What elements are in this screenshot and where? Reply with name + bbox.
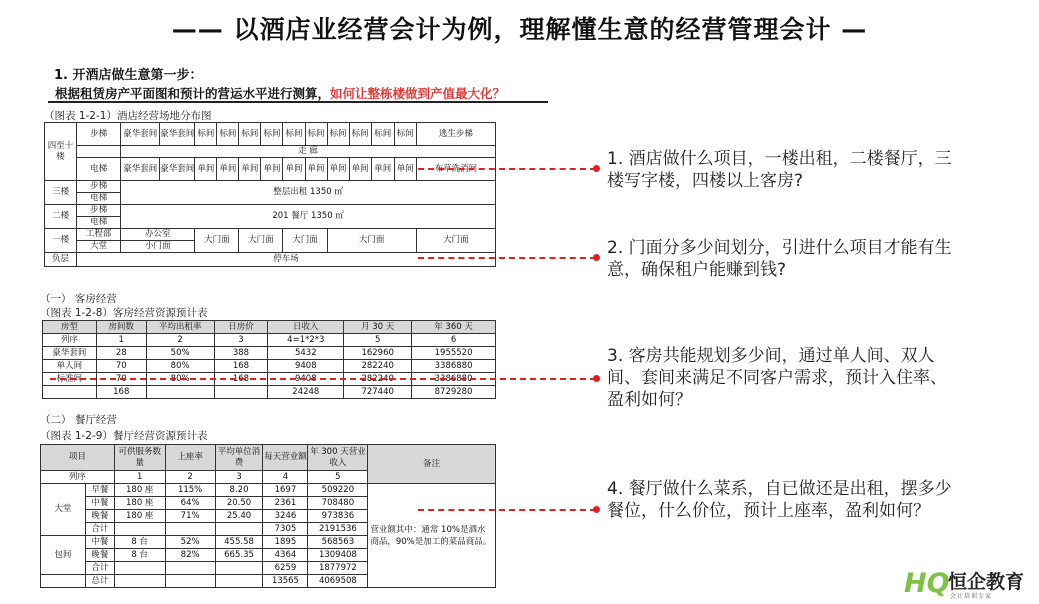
single-cell: 单间 (239, 158, 261, 181)
single-cell: 单间 (217, 158, 239, 181)
table-cell (215, 562, 263, 575)
single-cell: 单间 (305, 158, 327, 181)
engineering-cell: 工程部 (77, 229, 121, 241)
private-label: 包间 (41, 536, 86, 575)
rooms-cell: 标准间 (43, 373, 97, 386)
restaurant-section-title: （二） 餐厅经营 (40, 414, 117, 426)
step-heading: 1. 开酒店做生意第一步： (54, 68, 203, 83)
rooms-cell: 3 (214, 334, 268, 347)
rooms-cell (146, 386, 214, 399)
single-cell: 单间 (371, 158, 394, 181)
rooms-cell: 豪华套间 (43, 347, 97, 360)
rooms-cell: 1 (96, 334, 146, 347)
floor-2-desc: 201 餐厅 1350 ㎡ (121, 205, 496, 229)
connector-line-3 (50, 378, 596, 380)
rooms-cell: 388 (214, 347, 268, 360)
office-cell: 办公室 (121, 229, 195, 241)
suite-cell: 豪华套间 (160, 158, 195, 181)
logo-tagline: 会计培训专家 (950, 593, 993, 600)
table-cell: 2361 (263, 497, 308, 510)
header-year: 年 300 天营业收入 (308, 445, 368, 471)
standard-cell: 标间 (349, 123, 371, 146)
elevator-cell: 电梯 (77, 193, 121, 205)
order-cell: 3 (215, 471, 263, 484)
rooms-header-cell: 日收入 (268, 321, 344, 334)
floor-plan-table (44, 122, 496, 267)
table-cell: 1877972 (308, 562, 368, 575)
intro-text: 根据租赁房产平面图和预计的营运水平进行测算， (55, 86, 331, 101)
rooms-caption: （图表 1-2-8）客房经营资源预计表 (40, 307, 208, 319)
rooms-cell: 282240 (344, 373, 412, 386)
slide-title: —— 以酒店业经营会计为例，理解懂生意的经营管理会计 — (171, 15, 868, 44)
table-cell: 4364 (263, 549, 308, 562)
order-cell: 4 (263, 471, 308, 484)
elevator-cell: 电梯 (77, 217, 121, 229)
standard-cell: 标间 (217, 123, 239, 146)
table-cell: 115% (165, 484, 215, 497)
table-cell (114, 562, 165, 575)
table-cell: 2191536 (308, 523, 368, 536)
header-item: 项目 (41, 445, 115, 471)
escape-stairs-cell: 逃生步梯 (416, 123, 495, 146)
connector-dot-2 (593, 254, 600, 261)
floor-4-label: 四至十楼 (45, 123, 77, 181)
rooms-cell: 5432 (268, 347, 344, 360)
single-cell: 单间 (394, 158, 416, 181)
basement-label: 负层 (45, 253, 77, 267)
table-cell: 1697 (263, 484, 308, 497)
table-cell: 3246 (263, 510, 308, 523)
intro-question: 如何让整栋楼做到产值最大化？ (330, 86, 506, 101)
rooms-cell (214, 386, 268, 399)
table-cell: 7305 (263, 523, 308, 536)
point-4: 4. 餐厅做什么菜系，自已做还是出租，摆多少餐位，什么价位，预计上座率，盈利如何？ (607, 479, 952, 521)
rooms-header-cell: 平均出租率 (146, 321, 214, 334)
big-door-cell: 大门面 (416, 229, 495, 253)
small-door-cell: 小门面 (121, 241, 195, 253)
meal-cell: 中餐 (85, 497, 114, 510)
rooms-cell: 3386880 (412, 360, 496, 373)
connector-line-2 (418, 257, 596, 259)
note-cell: 营业额其中：通常 10%是酒水商品，90%是加工的菜品商品。 (368, 484, 496, 588)
rooms-cell: 727440 (344, 386, 412, 399)
connector-line-4 (418, 509, 596, 511)
rooms-header-cell: 日房价 (214, 321, 268, 334)
table-cell: 180 座 (114, 497, 165, 510)
header-seats: 可供服务数量 (114, 445, 165, 471)
rooms-table (42, 320, 496, 399)
table-cell: 509220 (308, 484, 368, 497)
table-cell: 8.20 (215, 484, 263, 497)
table-cell (114, 523, 165, 536)
single-cell: 单间 (349, 158, 371, 181)
rooms-cell: 70 (96, 373, 146, 386)
rooms-header-cell: 房间数 (96, 321, 146, 334)
table-cell: 52% (165, 536, 215, 549)
stairs-cell: 步梯 (77, 205, 121, 217)
table-cell: 1895 (263, 536, 308, 549)
logo-name: 恒企教育 (948, 571, 1025, 593)
single-cell: 单间 (283, 158, 305, 181)
standard-cell: 标间 (261, 123, 283, 146)
suite-cell: 豪华套间 (121, 123, 160, 146)
table-cell: 64% (165, 497, 215, 510)
table-cell: 25.40 (215, 510, 263, 523)
table-cell: 4069508 (308, 575, 368, 588)
rooms-row (43, 386, 496, 399)
standard-cell: 标间 (195, 123, 217, 146)
restaurant-caption: （图表 1-2-9）餐厅经营资源预计表 (40, 430, 208, 442)
table-cell (114, 575, 165, 588)
rooms-cell: 80% (146, 373, 214, 386)
order-cell: 2 (165, 471, 215, 484)
rooms-cell: 24248 (268, 386, 344, 399)
table-cell: 568563 (308, 536, 368, 549)
standard-cell: 标间 (394, 123, 416, 146)
rooms-cell: 列序 (43, 334, 97, 347)
table-cell: 13565 (263, 575, 308, 588)
rooms-cell: 168 (96, 386, 146, 399)
floor-1-label: 一楼 (45, 229, 77, 253)
rooms-cell: 80% (146, 360, 214, 373)
connector-dot-1 (593, 165, 600, 172)
table-cell (215, 523, 263, 536)
suite-cell: 豪华套间 (121, 158, 160, 181)
table-cell: 1309408 (308, 549, 368, 562)
connector-dot-4 (593, 506, 600, 513)
table-cell: 20.50 (215, 497, 263, 510)
total-label: 总计 (85, 575, 114, 588)
subtotal-label: 合计 (85, 523, 114, 536)
hall-label: 大堂 (41, 484, 86, 536)
logo (904, 566, 1034, 602)
table-cell (165, 523, 215, 536)
single-cell: 单间 (195, 158, 217, 181)
rooms-cell: 50% (146, 347, 214, 360)
big-door-cell: 大门面 (283, 229, 327, 253)
single-cell: 单间 (261, 158, 283, 181)
point-3: 3. 客房共能规划多少间，通过单人间、双人间、套间来满足不同客户需求，预计入住率、盈利如何？ (607, 346, 947, 410)
rooms-cell: 28 (96, 347, 146, 360)
meal-cell: 晚餐 (85, 510, 114, 523)
header-rate: 上座率 (165, 445, 215, 471)
rooms-cell: 5 (344, 334, 412, 347)
restaurant-table (40, 444, 496, 588)
order-cell: 列序 (41, 471, 115, 484)
lobby-cell: 大堂 (77, 241, 121, 253)
rooms-cell: 70 (96, 360, 146, 373)
rooms-header-cell: 年 360 天 (412, 321, 496, 334)
linen-room-cell: 布草洗消间 (416, 158, 495, 181)
big-door-cell: 大门面 (239, 229, 283, 253)
floor-3-label: 三楼 (45, 181, 77, 205)
order-cell: 5 (308, 471, 368, 484)
rooms-cell: 3386880 (412, 373, 496, 386)
standard-cell: 标间 (327, 123, 349, 146)
table-cell: 71% (165, 510, 215, 523)
rooms-header-row (43, 321, 496, 334)
rooms-section-title: （一） 客房经营 (40, 293, 117, 305)
rooms-cell: 8729280 (412, 386, 496, 399)
elevator-cell: 电梯 (77, 158, 121, 181)
intro-underline (48, 101, 548, 103)
rooms-cell: 6 (412, 334, 496, 347)
corridor-cell: 走 廊 (121, 146, 496, 158)
blank-cell (77, 146, 121, 158)
table-cell: 82% (165, 549, 215, 562)
rooms-cell: 2 (146, 334, 214, 347)
table-cell (165, 575, 215, 588)
standard-cell: 标间 (371, 123, 394, 146)
table-cell: 665.35 (215, 549, 263, 562)
meal-cell: 晚餐 (85, 549, 114, 562)
rooms-cell: 162960 (344, 347, 412, 360)
header-note: 备注 (368, 445, 496, 484)
table-cell: 455.58 (215, 536, 263, 549)
standard-cell: 标间 (305, 123, 327, 146)
parking-cell: 停车场 (77, 253, 496, 267)
intro-line (55, 84, 505, 102)
rooms-cell: 282240 (344, 360, 412, 373)
point-2: 2. 门面分多少间划分，引进什么项目才能有生意，确保租户能赚到钱? (607, 238, 952, 280)
rooms-cell: 9408 (268, 373, 344, 386)
rooms-row (43, 334, 496, 347)
header-avg: 平均单位消费 (215, 445, 263, 471)
rooms-row (43, 360, 496, 373)
table-cell: 6259 (263, 562, 308, 575)
logo-mark: HQ (904, 568, 950, 599)
order-cell: 1 (114, 471, 165, 484)
rooms-cell: 168 (214, 360, 268, 373)
meal-cell: 中餐 (85, 536, 114, 549)
rooms-header-cell: 房型 (43, 321, 97, 334)
meal-cell: 早餐 (85, 484, 114, 497)
rooms-cell: 168 (214, 373, 268, 386)
point-1: 1. 酒店做什么项目，一楼出租，二楼餐厅，三楼写字楼，四楼以上客房? (607, 149, 952, 191)
floor-3-desc: 整层出租 1350 ㎡ (121, 181, 496, 205)
standard-cell: 标间 (239, 123, 261, 146)
connector-dot-3 (593, 375, 600, 382)
rooms-cell: 1955520 (412, 347, 496, 360)
table-cell: 708480 (308, 497, 368, 510)
big-door-cell: 大门面 (327, 229, 416, 253)
connector-line-1 (418, 168, 596, 170)
table-cell: 180 座 (114, 484, 165, 497)
table-cell: 180 座 (114, 510, 165, 523)
stairs-cell: 步梯 (77, 123, 121, 146)
table-cell (41, 575, 86, 588)
table-cell: 8 台 (114, 549, 165, 562)
single-cell: 单间 (327, 158, 349, 181)
rooms-cell: 4=1*2*3 (268, 334, 344, 347)
rooms-row (43, 347, 496, 360)
floor-2-label: 二楼 (45, 205, 77, 229)
table-cell (165, 562, 215, 575)
table-cell: 973836 (308, 510, 368, 523)
rooms-cell (43, 386, 97, 399)
header-daily: 每天营业额 (263, 445, 308, 471)
table-cell: 8 台 (114, 536, 165, 549)
standard-cell: 标间 (283, 123, 305, 146)
floor-plan-caption: （图表 1-2-1）酒店经营场地分布图 (44, 110, 212, 122)
suite-cell: 豪华套间 (160, 123, 195, 146)
big-door-cell: 大门面 (195, 229, 239, 253)
subtotal-label: 合计 (85, 562, 114, 575)
rooms-header-cell: 月 30 天 (344, 321, 412, 334)
stairs-cell: 步梯 (77, 181, 121, 193)
rooms-cell: 9408 (268, 360, 344, 373)
table-cell (215, 575, 263, 588)
rooms-cell: 单人间 (43, 360, 97, 373)
